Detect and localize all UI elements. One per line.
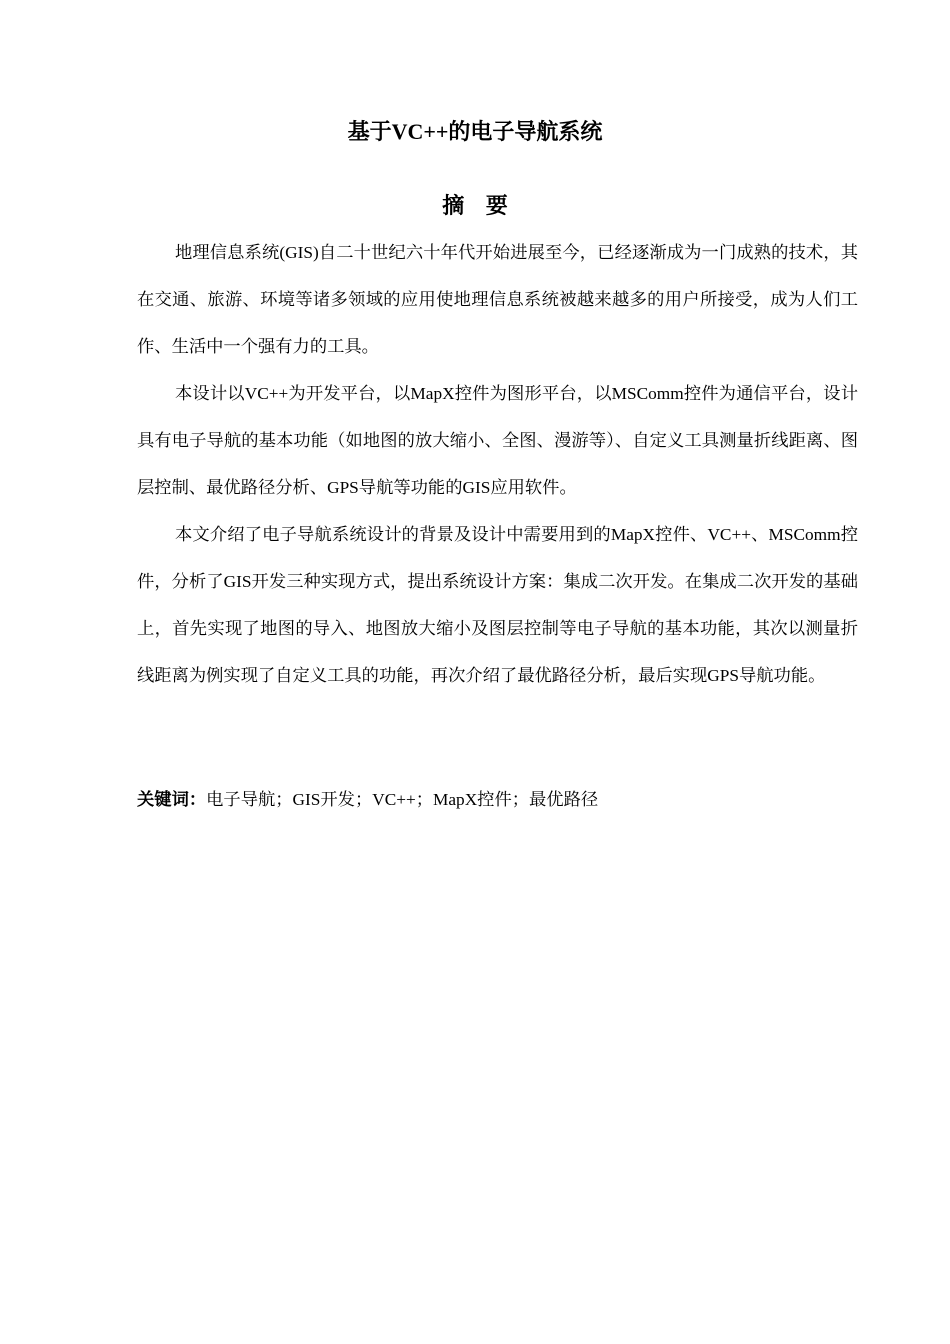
abstract-paragraph-1: 地理信息系统(GIS)自二十世纪六十年代开始进展至今，已经逐渐成为一门成熟的技术，其在交通、旅游、环境等诸多领域的应用使地理信息系统被越来越多的用户所接受，成为人们工作、生活中一个强有力的工具。 bbox=[137, 243, 858, 356]
document-title: 基于VC++的电子导航系统 bbox=[347, 119, 603, 144]
keywords-line bbox=[137, 784, 858, 816]
keywords-label: 关键词： bbox=[137, 790, 207, 809]
abstract-paragraph-3: 本文介绍了电子导航系统设计的背景及设计中需要用到的MapX控件、VC++、MSComm控件，分析了GIS开发三种实现方式，提出系统设计方案：集成二次开发。在集成二次开发的基础上，首先实现了地图的导入、地图放大缩小及图层控制等电子导航的基本功能，其次以测量折线距离为例实现了自定义工具的功能，再次介绍了最优路径分析，最后实现GPS导航功能。 bbox=[137, 525, 858, 685]
abstract-body bbox=[137, 229, 858, 699]
keywords-list: 电子导航；GIS开发；VC++；MapX控件；最优路径 bbox=[206, 790, 599, 809]
abstract-paragraph-2: 本设计以VC++为开发平台，以MapX控件为图形平台，以MSComm控件为通信平台，设计具有电子导航的基本功能（如地图的放大缩小、全图、漫游等）、自定义工具测量折线距离、图层控制、最优路径分析、GPS导航等功能的GIS应用软件。 bbox=[137, 384, 858, 497]
abstract-heading: 摘 要 bbox=[442, 193, 516, 218]
